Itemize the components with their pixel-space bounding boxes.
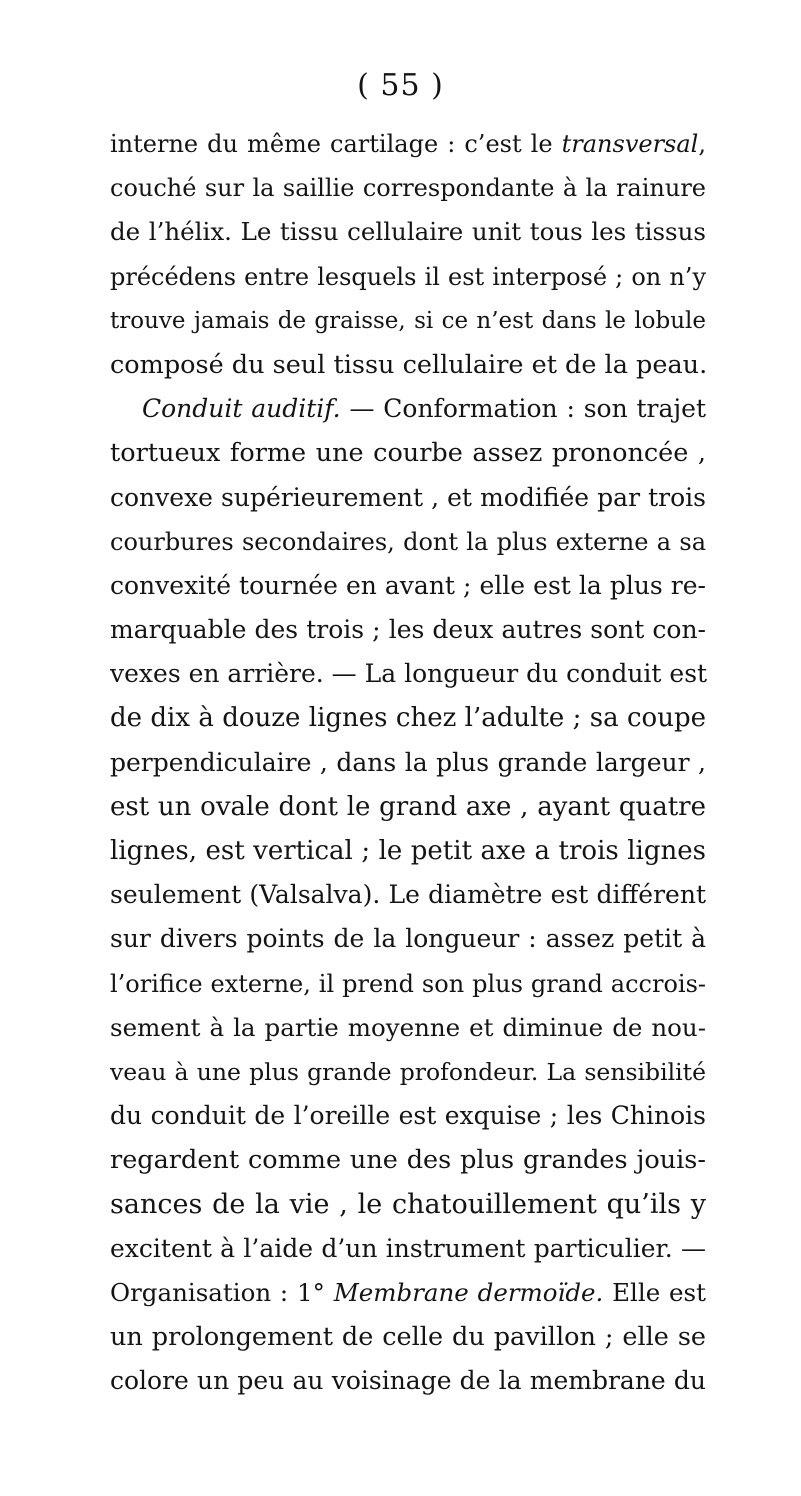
text-segment: composé du seul tissu cellulaire et de la peau.: [110, 349, 708, 380]
text-segment: du conduit de l’oreille est exquise ; les Chinois: [110, 1101, 706, 1131]
text-line: [110, 1227, 706, 1271]
text-segment: ,: [698, 130, 706, 158]
text-segment: trouve jamais de graisse, si ce n’est dans le lobule: [110, 307, 706, 334]
text-line: [110, 785, 706, 829]
text-segment: perpendiculaire , dans la plus grande largeur ,: [110, 747, 706, 777]
italic-segment: Membrane dermoïde.: [333, 1277, 604, 1307]
text-line: [110, 476, 706, 520]
text-segment: interne du même cartilage : c’est le: [110, 130, 562, 158]
text-line: [110, 1359, 706, 1403]
text-segment: Organisation : 1°: [110, 1277, 334, 1307]
text-segment: convexe supérieurement , et modifiée par trois: [110, 482, 706, 512]
text-line: [110, 1094, 706, 1138]
text-line: [110, 1006, 706, 1050]
text-line: [110, 1315, 706, 1359]
text-line: [110, 564, 706, 608]
text-segment: seulement (Valsalva). Le diamètre est différent: [110, 880, 706, 910]
text-segment: colore un peu au voisinage de la membrane du: [110, 1366, 706, 1396]
text-line: [110, 122, 706, 166]
text-segment: précédens entre lesquels il est interposé ; on n’y: [110, 262, 706, 291]
text-segment: lignes, est vertical ; le petit axe a trois lignes: [110, 836, 706, 866]
text-line: [110, 696, 706, 740]
body-text: [110, 122, 706, 1403]
text-line: [110, 299, 706, 343]
text-segment: veau à une plus grande profondeur. La sensibilité: [110, 1057, 706, 1086]
text-line: [110, 829, 706, 873]
text-segment: sur divers points de la longueur : assez petit à: [110, 924, 706, 954]
text-segment: de dix à douze lignes chez l’adulte ; sa coupe: [110, 703, 706, 734]
text-line: [110, 387, 706, 431]
text-line: [110, 873, 706, 917]
text-line: [110, 431, 706, 475]
text-segment: excitent à l’aide d’un instrument particulier. —: [110, 1233, 706, 1263]
text-line: [110, 166, 706, 210]
text-line: [110, 1271, 706, 1315]
text-line: [110, 343, 706, 387]
italic-segment: Conduit auditif.: [142, 394, 341, 424]
text-line: [110, 1138, 706, 1182]
text-line: [110, 962, 706, 1006]
text-segment: sement à la partie moyenne et diminue de nou-: [110, 1012, 706, 1042]
italic-segment: transversal: [561, 130, 699, 158]
text-line: [110, 1050, 706, 1094]
text-segment: sances de la vie , le chatouillement qu’ils y: [110, 1188, 706, 1220]
text-segment: est un ovale dont le grand axe , ayant quatre: [110, 791, 706, 822]
text-line: [110, 608, 706, 652]
text-segment: vexes en arrière. — La longueur du conduit est: [110, 659, 708, 689]
text-segment: courbures secondaires, dont la plus externe a sa: [110, 527, 706, 556]
text-line: [110, 255, 706, 299]
text-segment: regardent comme une des plus grandes jouis-: [110, 1145, 706, 1176]
text-segment: un prolongement de celle du pavillon ; elle se: [110, 1322, 706, 1353]
text-line: [110, 1183, 706, 1227]
text-line: [110, 917, 706, 961]
text-segment: l’orifice externe, il prend son plus grand accrois-: [110, 969, 706, 998]
text-segment: convexité tournée en avant ; elle est la plus re-: [110, 570, 706, 600]
text-line: [110, 652, 706, 696]
text-line: [110, 210, 706, 254]
text-segment: — Conformation : son trajet: [340, 394, 707, 424]
text-segment: marquable des trois ; les deux autres sont con-: [110, 615, 706, 645]
text-segment: couché sur la saillie correspondante à la rainure: [110, 174, 706, 203]
text-line: [110, 741, 706, 785]
page-number: ( 55 ): [357, 68, 444, 103]
text-segment: Elle est: [603, 1277, 706, 1307]
text-segment: tortueux forme une courbe assez prononcée ,: [110, 438, 706, 469]
text-line: [110, 520, 706, 564]
text-segment: de l’hélix. Le tissu cellulaire unit tous les tissus: [110, 217, 706, 247]
